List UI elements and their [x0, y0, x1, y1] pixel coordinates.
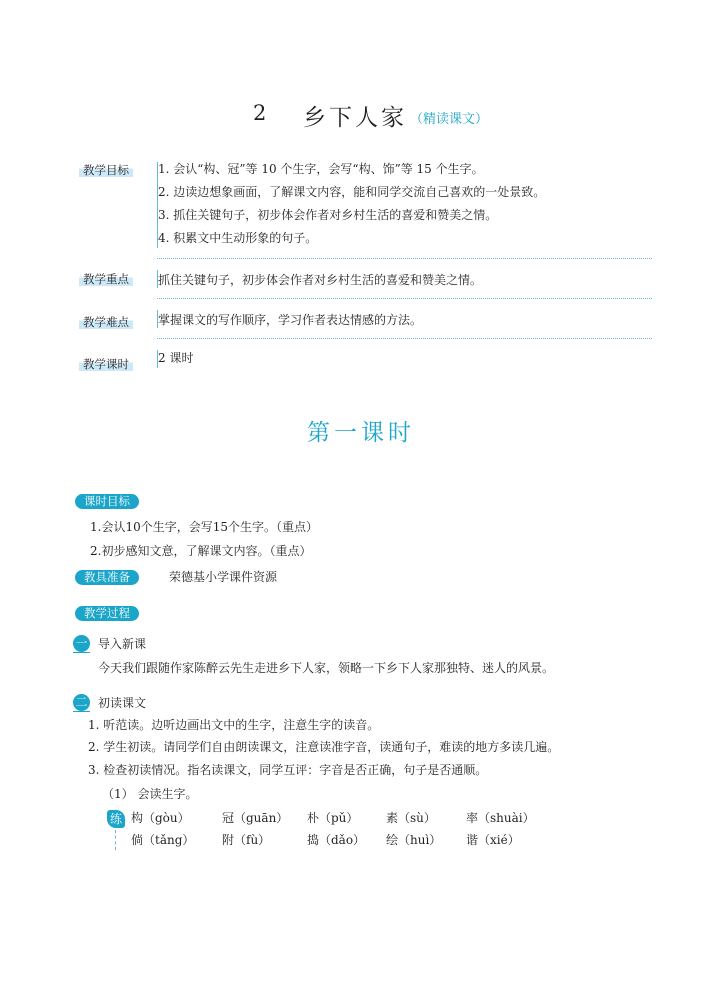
char-item: 倘（tǎng） — [131, 833, 195, 847]
section-title: 初读课文 — [98, 696, 147, 710]
teaching-process-pill: 教学过程 — [75, 606, 139, 621]
lesson-session-title: 第一课时 — [307, 420, 415, 446]
char-item: 谐（xié） — [466, 833, 520, 847]
page-title: 乡下人家 — [303, 105, 407, 131]
lesson-number: 2 — [253, 101, 267, 125]
lesson-goal-item: 2.初步感知文意，了解课文内容。（重点） — [90, 544, 312, 558]
goal-item: 3. 抓住关键句子，初步体会作者对乡村生活的喜爱和赞美之情。 — [158, 208, 498, 222]
lesson-goal-item: 1.会认10个生字，会写15个生字。（重点） — [90, 520, 318, 534]
char-item: 朴（pǔ） — [307, 811, 359, 825]
hours-label: 教学课时 — [79, 357, 133, 371]
process-step: 2. 学生初读。请同学们自由朗读课文，注意读准字音，读通句子，难读的地方多读几遍。 — [88, 740, 560, 754]
hours-text: 2 课时 — [158, 351, 194, 365]
section-number-badge: 一 — [73, 635, 90, 652]
char-item: 素（sù） — [386, 811, 436, 825]
process-step: 3. 检查初读情况。指名读课文，同学互评：字音是否正确，句子是否通顺。 — [88, 763, 488, 777]
practice-icon: 练 — [107, 810, 125, 828]
goal-item: 2. 边读边想象画面，了解课文内容，能和同学交流自己喜欢的一处景致。 — [158, 185, 546, 199]
reading-type-tag: （精读课文） — [410, 112, 489, 127]
goal-item: 1. 会认“构、冠”等 10 个生字，会写“构、饰”等 15 个生字。 — [158, 162, 484, 176]
char-item: 冠（guān） — [222, 811, 289, 825]
char-item: 捣（dǎo） — [307, 833, 366, 847]
section-paragraph: 今天我们跟随作家陈醉云先生走进乡下人家，领略一下乡下人家那独特、迷人的风景。 — [98, 661, 555, 675]
row-divider — [157, 258, 652, 259]
section-underline — [73, 652, 90, 653]
teaching-aids-text: 荣德基小学课件资源 — [169, 570, 278, 584]
key-points-text: 抓住关键句子，初步体会作者对乡村生活的喜爱和赞美之情。 — [158, 273, 483, 287]
char-item: 构（gòu） — [131, 811, 190, 825]
goal-item: 4. 积累文中生动形象的句子。 — [158, 231, 318, 245]
row-divider — [157, 298, 652, 299]
sub-step: （1） 会读生字。 — [102, 787, 198, 801]
char-item: 附（fù） — [222, 833, 271, 847]
goals-label: 教学目标 — [79, 163, 133, 177]
row-divider — [157, 338, 652, 339]
section-underline — [73, 711, 90, 712]
difficulty-text: 掌握课文的写作顺序，学习作者表达情感的方法。 — [158, 313, 423, 327]
teaching-aids-pill: 教具准备 — [75, 570, 139, 585]
process-step: 1. 听范读。边听边画出文中的生字，注意生字的读音。 — [88, 718, 380, 732]
lesson-goals-pill: 课时目标 — [75, 494, 139, 509]
char-item: 率（shuài） — [466, 811, 535, 825]
practice-dashed-line — [115, 830, 116, 850]
section-number-badge: 二 — [73, 694, 90, 711]
key-points-label: 教学重点 — [79, 272, 133, 286]
char-item: 绘（huì） — [386, 833, 442, 847]
difficulty-label: 教学难点 — [79, 315, 133, 329]
section-title: 导入新课 — [98, 637, 147, 651]
